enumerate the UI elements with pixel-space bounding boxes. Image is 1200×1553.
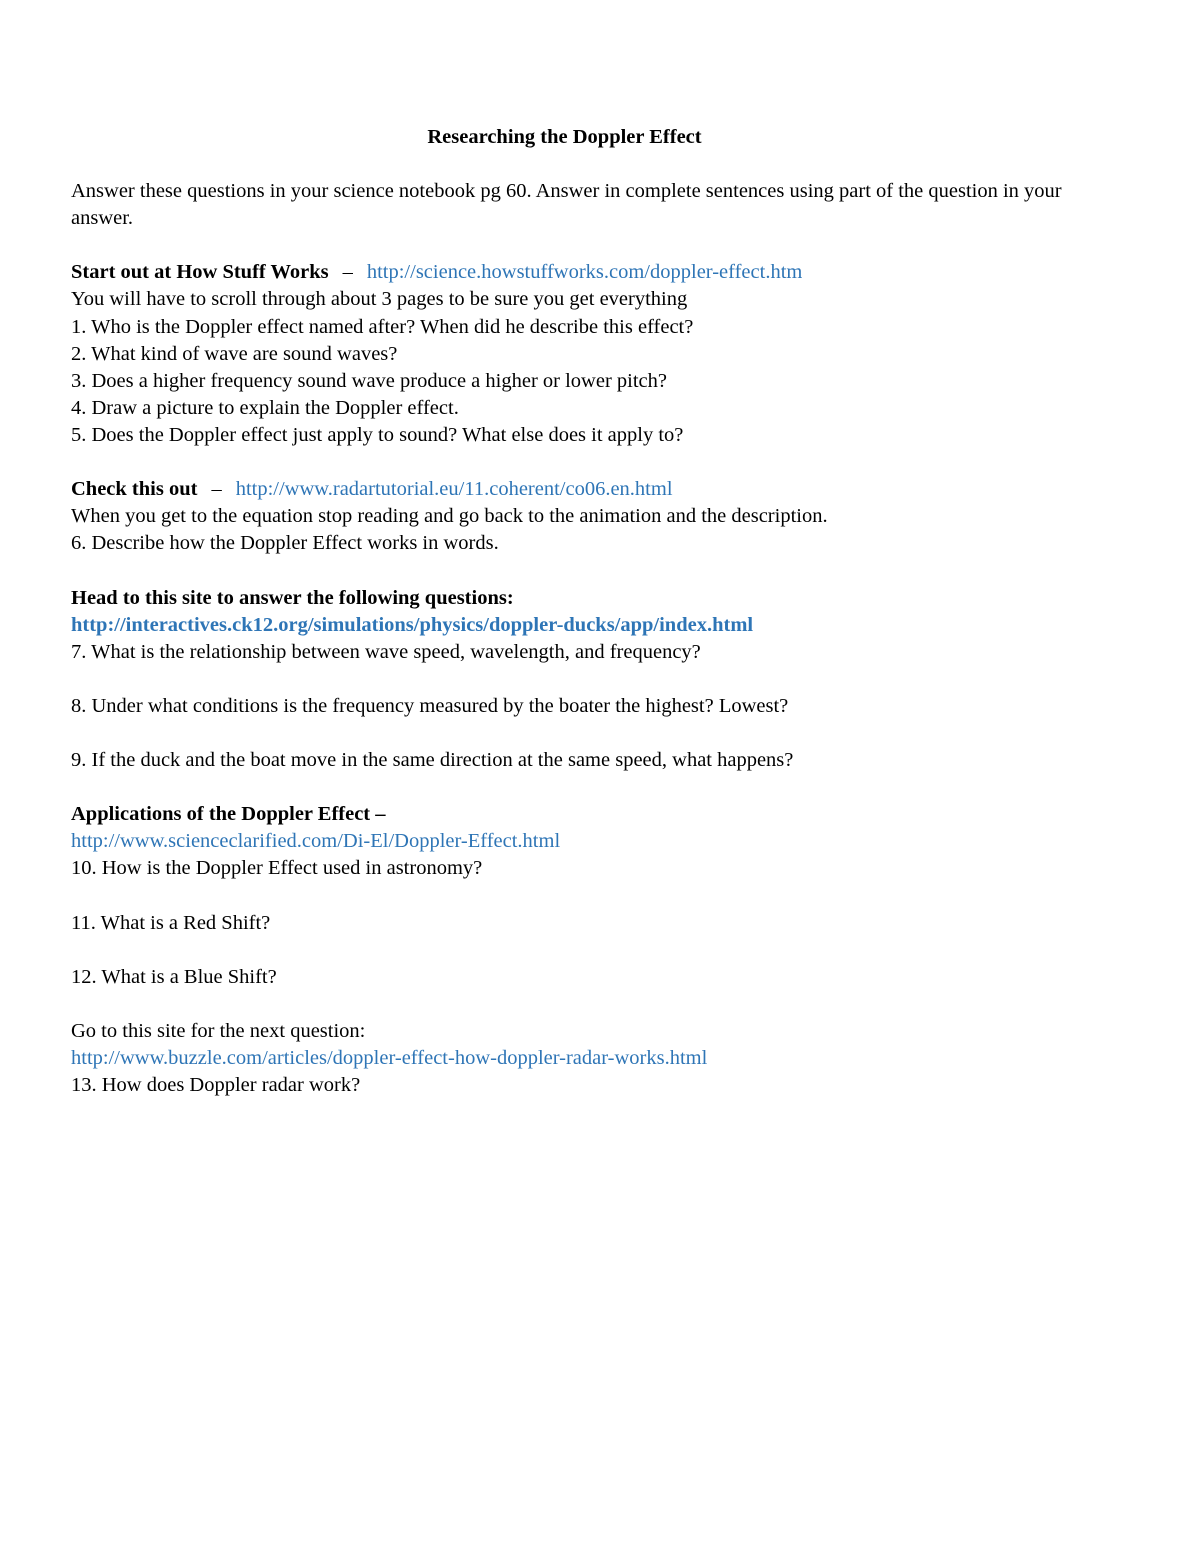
question-4: 4. Draw a picture to explain the Doppler effect. bbox=[71, 396, 459, 419]
question-8: 8. Under what conditions is the frequency measured by the boater the highest? Lowest? bbox=[71, 694, 789, 717]
document-body bbox=[71, 124, 1071, 1099]
section2-header bbox=[71, 476, 1071, 503]
spacer bbox=[71, 883, 1071, 910]
question-1: 1. Who is the Doppler effect named after? When did he describe this effect? bbox=[71, 315, 694, 338]
spacer bbox=[71, 774, 1071, 801]
section2-note: When you get to the equation stop reading and go back to the animation and the description. bbox=[71, 505, 828, 528]
spacer bbox=[71, 557, 1071, 584]
question-9: 9. If the duck and the boat move in the same direction at the same speed, what happens? bbox=[71, 749, 794, 772]
spacer bbox=[71, 449, 1071, 476]
section1-note: You will have to scroll through about 3 pages to be sure you get everything bbox=[71, 288, 688, 311]
question-7: 7. What is the relationship between wave speed, wavelength, and frequency? bbox=[71, 640, 701, 663]
question-13: 13. How does Doppler radar work? bbox=[71, 1074, 361, 1097]
section1-heading: Start out at How Stuff Works bbox=[71, 261, 329, 284]
section2-heading: Check this out bbox=[71, 478, 198, 501]
question-5: 5. Does the Doppler effect just apply to sound? What else does it apply to? bbox=[71, 423, 684, 446]
section4-link[interactable]: http://www.scienceclarified.com/Di-El/Doppler-Effect.html bbox=[71, 830, 561, 853]
section2-dash: – bbox=[211, 478, 222, 501]
question-2: 2. What kind of wave are sound waves? bbox=[71, 342, 398, 365]
question-11: 11. What is a Red Shift? bbox=[71, 911, 271, 934]
question-3: 3. Does a higher frequency sound wave produce a higher or lower pitch? bbox=[71, 369, 667, 392]
spacer bbox=[71, 937, 1071, 964]
section4-heading: Applications of the Doppler Effect – bbox=[71, 803, 386, 826]
section1-dash: – bbox=[342, 261, 353, 284]
section5-link[interactable]: http://www.buzzle.com/articles/doppler-effect-how-doppler-radar-works.html bbox=[71, 1047, 708, 1070]
spacer bbox=[71, 720, 1071, 747]
spacer bbox=[71, 232, 1071, 259]
section1-header bbox=[71, 259, 1071, 286]
question-10: 10. How is the Doppler Effect used in astronomy? bbox=[71, 857, 483, 880]
intro-paragraph: Answer these questions in your science notebook pg 60. Answer in complete sentences using part of the question in your answer. bbox=[71, 180, 1062, 230]
question-12: 12. What is a Blue Shift? bbox=[71, 965, 277, 988]
section3-heading: Head to this site to answer the following questions: bbox=[71, 586, 514, 609]
section3-link[interactable]: http://interactives.ck12.org/simulations/physics/doppler-ducks/app/index.html bbox=[71, 613, 754, 636]
question-6: 6. Describe how the Doppler Effect works in words. bbox=[71, 532, 499, 555]
document-title: Researching the Doppler Effect bbox=[427, 126, 702, 148]
section5-heading: Go to this site for the next question: bbox=[71, 1020, 366, 1042]
section1-link[interactable]: http://science.howstuffworks.com/doppler-effect.htm bbox=[366, 261, 803, 284]
section2-link[interactable]: http://www.radartutorial.eu/11.coherent/co06.en.html bbox=[235, 478, 673, 501]
spacer bbox=[71, 666, 1071, 693]
spacer bbox=[71, 991, 1071, 1018]
